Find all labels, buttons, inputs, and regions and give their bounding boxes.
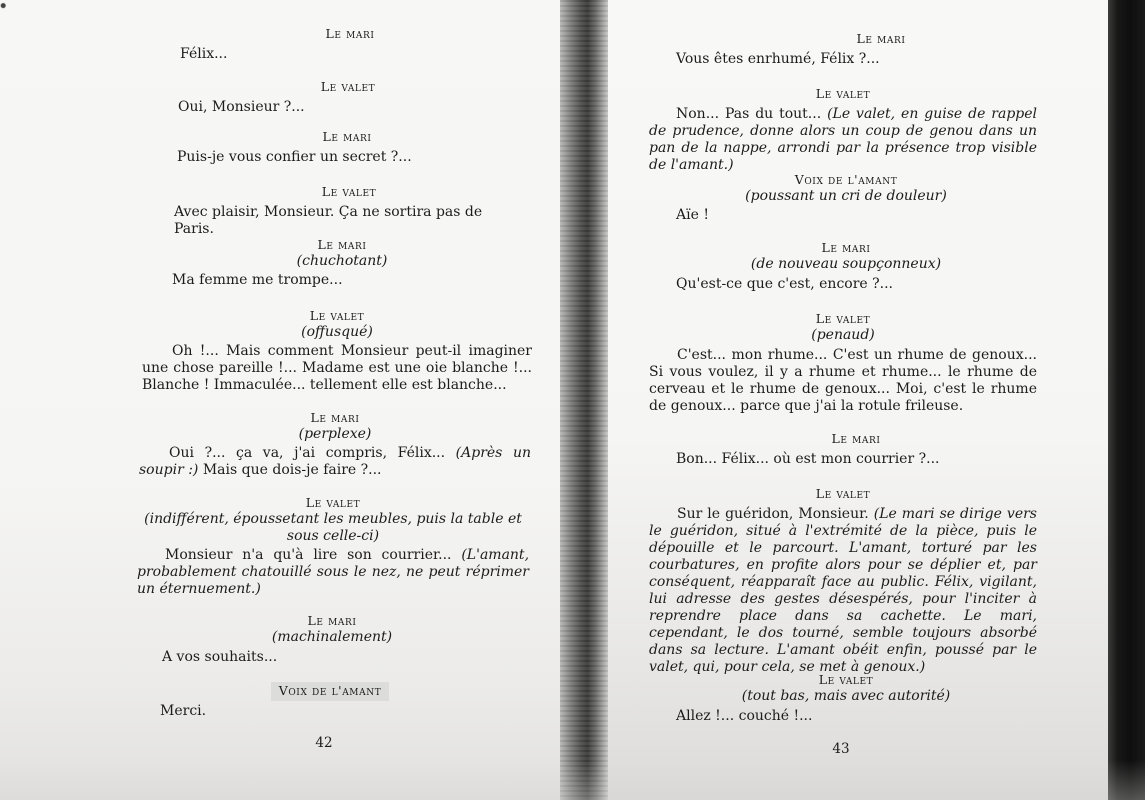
speaker-name: Le mari [310, 410, 360, 425]
dialogue-line: Félix... [180, 46, 228, 62]
speaker-name: Le valet [320, 79, 376, 94]
entry-le-mari-r3 [676, 431, 1036, 468]
inline-stage-direction: (L'amant, probablement chatouillé sous le nez, ne peut réprimer un éternuement.) [137, 547, 530, 597]
dialogue-line: Avec plaisir, Monsieur. Ça ne sortira pas de Paris. [174, 204, 483, 237]
speaker-name: Le valet [815, 311, 871, 326]
speaker-name: Le valet [818, 672, 874, 687]
stage-direction: (machinalement) [271, 629, 393, 645]
entry-le-valet-2 [174, 184, 524, 238]
speaker-name: Le mari [325, 26, 375, 41]
entry-le-mari-r1 [676, 31, 1086, 68]
entry-voix-amant-r1 [676, 172, 1016, 224]
dialogue-line: Aïe ! [676, 207, 709, 223]
inline-stage-direction: (Le valet, en guise de rappel de prudence, donne alors un coup de genou dans un pan de la nappe, arrondi par la présence trop visible de l'amant.) [649, 106, 1038, 173]
speaker-name: Le mari [821, 240, 871, 255]
speaker-name: Le mari [307, 613, 357, 628]
dialogue-text: Oui ?... ça va, j'ai compris, Félix... [169, 445, 446, 461]
entry-le-mari-2 [177, 129, 517, 166]
entry-le-mari-5 [162, 613, 502, 666]
speaker-name: Le valet [321, 184, 377, 199]
speaker-name: Voix de l'amant [271, 682, 390, 701]
dialogue-line: Oui, Monsieur ?... [178, 99, 305, 115]
stage-direction: (offusqué) [301, 324, 373, 340]
entry-le-valet-1 [178, 79, 518, 116]
dialogue-line: Allez !... couché !... [676, 708, 813, 724]
entry-le-mari-r2 [676, 240, 1016, 293]
dialogue-text: Sur le guéridon, Monsieur. [677, 506, 869, 522]
stage-direction: (tout bas, mais avec autorité) [741, 688, 951, 704]
entry-le-mari-1 [180, 26, 520, 63]
entry-le-valet-r2 [649, 311, 1037, 415]
entry-le-valet-r4 [676, 672, 1016, 725]
page-number: 43 [832, 741, 850, 757]
dialogue-text: Monsieur n'a qu'à lire son courrier... [165, 547, 452, 563]
entry-le-valet-r3 [649, 486, 1037, 676]
book-gutter [560, 0, 610, 800]
dialogue-line: Vous êtes enrhumé, Félix ?... [676, 51, 880, 67]
dialogue-line: Ma femme me trompe... [172, 272, 343, 288]
stage-direction: (perplexe) [298, 426, 372, 442]
dialogue-line [649, 106, 1037, 174]
speaker-name: Le valet [815, 86, 871, 101]
dialogue-line: Bon... Félix... où est mon courrier ?... [676, 451, 940, 467]
dialogue-line [137, 547, 529, 598]
dialogue-line: Merci. [160, 703, 207, 719]
dialogue-line: A vos souhaits... [162, 649, 278, 665]
entry-voix-amant-1 [160, 682, 500, 720]
stage-direction: (penaud) [811, 327, 875, 343]
entry-le-valet-r1 [649, 86, 1037, 174]
entry-le-valet-4 [137, 495, 529, 598]
speaker-name: Le mari [856, 31, 906, 46]
page-bottom-shading [0, 760, 1145, 800]
inline-stage-direction: (Le mari se dirige vers le guéridon, situé à l'extrémité de la pièce, puis le dépouille et le parcourt. L'amant, torturé par les courbatures, en profite alors pour se déplier et, par conséquent, réapparaît face au public. Félix, vigilant, lui adresse des gestes désespérés, pour l'inciter à reprendre place dans sa cachette. Le mari, cependant, le dos tourné, semble toujours absorbé dans sa lecture. L'amant obéit enfin, poussé par le valet, qui, pour cela, se met à genoux.) [649, 506, 1037, 675]
dialogue-line: Puis-je vous confier un secret ?... [177, 149, 412, 165]
speaker-name: Le valet [309, 308, 365, 323]
stage-direction: (chuchotant) [296, 253, 388, 269]
inline-stage-direction: (Après un soupir :) [139, 445, 531, 478]
dialogue-text: Non... Pas du tout... [676, 106, 822, 122]
right-page [608, 0, 1113, 800]
speaker-name: Le valet [305, 495, 361, 510]
dialogue-text: Mais que dois-je faire ?... [202, 462, 382, 478]
dialogue-line [649, 506, 1037, 676]
speaker-name: Le valet [815, 486, 871, 501]
speaker-name: Voix de l'amant [794, 172, 898, 187]
dialogue-line: C'est... mon rhume... C'est un rhume de genoux... Si vous voulez, il y a rhume et rhume... le rhume de cerveau et le rhume de genoux... Moi, c'est le rhume de genoux... parce que j'ai la rotule frileuse. [649, 347, 1037, 414]
scan-edge-shadow [1108, 0, 1145, 800]
entry-le-valet-3 [142, 308, 532, 394]
stage-direction: (indifférent, époussetant les meubles, puis la table et sous celle-ci) [144, 511, 522, 544]
page-number: 42 [315, 735, 333, 751]
scan-speck [0, 0, 16, 14]
stage-direction: (de nouveau soupçonneux) [750, 256, 942, 272]
entry-le-mari-4 [139, 410, 531, 479]
entry-le-mari-3 [172, 237, 512, 289]
stage-direction: (poussant un cri de douleur) [745, 188, 947, 204]
speaker-name: Le mari [322, 129, 372, 144]
dialogue-line [139, 445, 531, 479]
speaker-name: Le mari [317, 237, 367, 252]
speaker-name: Le mari [831, 431, 881, 446]
dialogue-line: Oh !... Mais comment Monsieur peut-il imaginer une chose pareille !... Madame est une oie blanche !... Blanche ! Immaculée... tellement elle est blanche... [142, 343, 532, 393]
dialogue-line: Qu'est-ce que c'est, encore ?... [676, 276, 893, 292]
